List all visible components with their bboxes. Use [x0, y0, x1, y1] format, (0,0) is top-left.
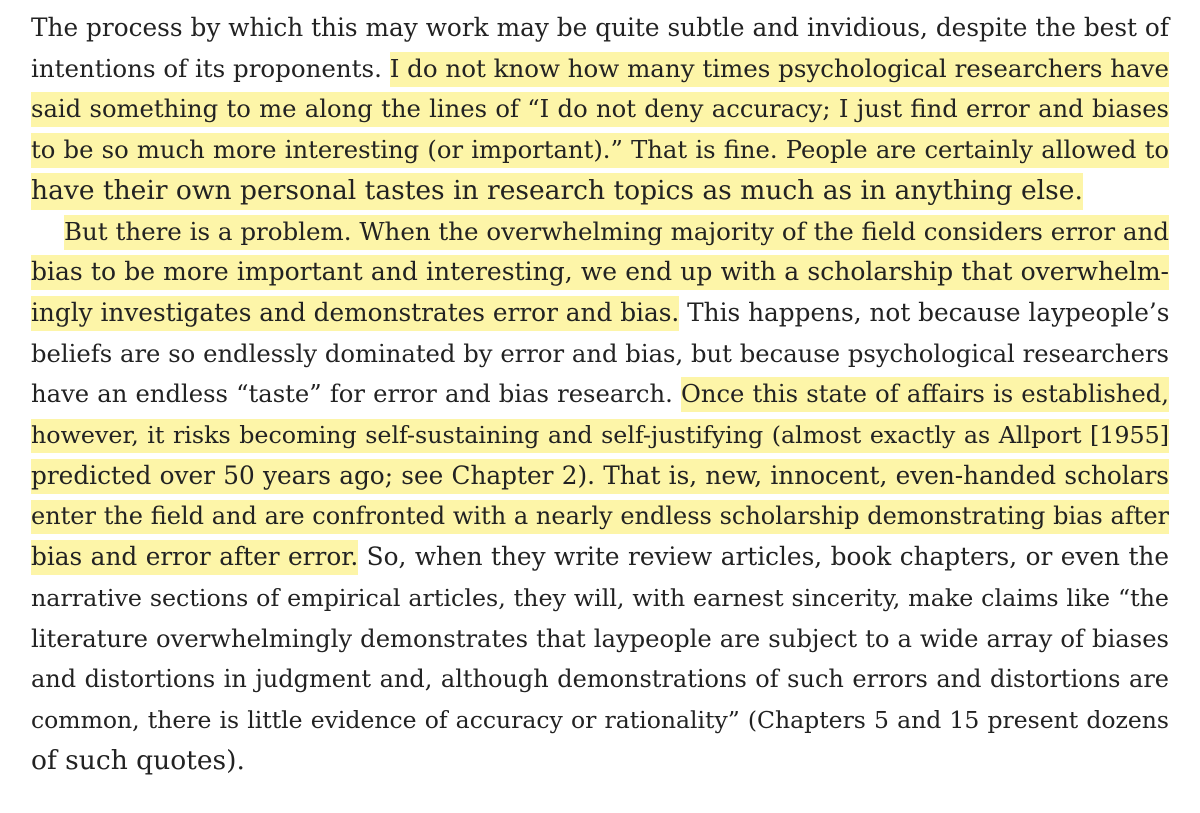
text-line	[31, 336, 1169, 376]
text-line	[31, 10, 1169, 50]
text-line	[31, 580, 1169, 620]
highlighted-text: predicted over 50 years ago; see Chapter 2). That is, new, innocent, even-handed scholars	[31, 459, 1169, 494]
text-segment: literature overwhelmingly demonstrates that laypeople are subject to a wide array of biases	[31, 623, 1169, 653]
text-line	[31, 295, 1169, 335]
text-segment: common, there is little evidence of accuracy or rationality” (Chapters 5 and 15 present dozens	[31, 705, 1169, 734]
text-segment: The process by which this may work may be quite subtle and invidious, despite the best of	[31, 13, 1169, 42]
text-line	[64, 214, 1169, 254]
text-line	[31, 661, 1169, 701]
text-segment: beliefs are so endlessly dominated by error and bias, but because psychological researchers	[31, 338, 1169, 368]
text-line	[31, 702, 1169, 742]
highlighted-text: enter the field and are confronted with a nearly endless scholarship demonstrating bias after	[31, 500, 1169, 534]
text-segment: and distortions in judgment and, although demonstrations of such errors and distortions are	[31, 665, 1169, 694]
highlighted-text: however, it risks becoming self-sustaining and self-justifying (almost exactly as Allport [1955]	[31, 419, 1169, 453]
text-segment: intentions of its proponents.	[31, 53, 390, 83]
text-line	[31, 51, 1169, 91]
text-line	[31, 743, 1169, 783]
text-line	[31, 254, 1169, 294]
highlighted-text: to be so much more interesting (or important).” That is fine. People are certainly allowed to	[31, 133, 1169, 168]
highlighted-text: bias and error after error.	[31, 540, 358, 575]
text-line	[31, 458, 1169, 498]
text-line	[31, 498, 1169, 538]
text-segment: have an endless “taste” for error and bias research.	[31, 379, 681, 409]
text-line	[31, 91, 1169, 131]
highlighted-text: said something to me along the lines of “I do not deny accuracy; I just find error and biases	[31, 92, 1169, 127]
highlighted-text: Once this state of affairs is established,	[681, 377, 1169, 412]
text-segment: of such quotes).	[31, 744, 245, 776]
text-line	[31, 621, 1169, 661]
text-line	[31, 173, 1169, 213]
text-line	[31, 417, 1169, 457]
text-line	[31, 132, 1169, 172]
text-line	[31, 376, 1169, 416]
highlighted-text: ingly investigates and demonstrates error and bias.	[31, 296, 679, 331]
text-line	[31, 539, 1169, 579]
highlighted-text: overwhelm-	[1021, 255, 1169, 290]
highlighted-text: have their own personal tastes in research topics as much as in anything else.	[31, 173, 1083, 210]
highlighted-text: I do not know how many times psychological researchers have	[390, 52, 1169, 87]
highlighted-text: But there is a problem. When the overwhelming majority of the field considers error and	[64, 215, 1169, 250]
text-segment: narrative sections of empirical articles, they will, with earnest sincerity, make claims like “the	[31, 583, 1169, 612]
highlighted-text: bias to be more important and interesting, we end up with a scholarship that	[31, 255, 1021, 290]
text-segment: This happens, not because laypeople’s	[679, 297, 1170, 327]
text-segment: So, when they write review articles, book chapters, or even the	[358, 542, 1169, 572]
